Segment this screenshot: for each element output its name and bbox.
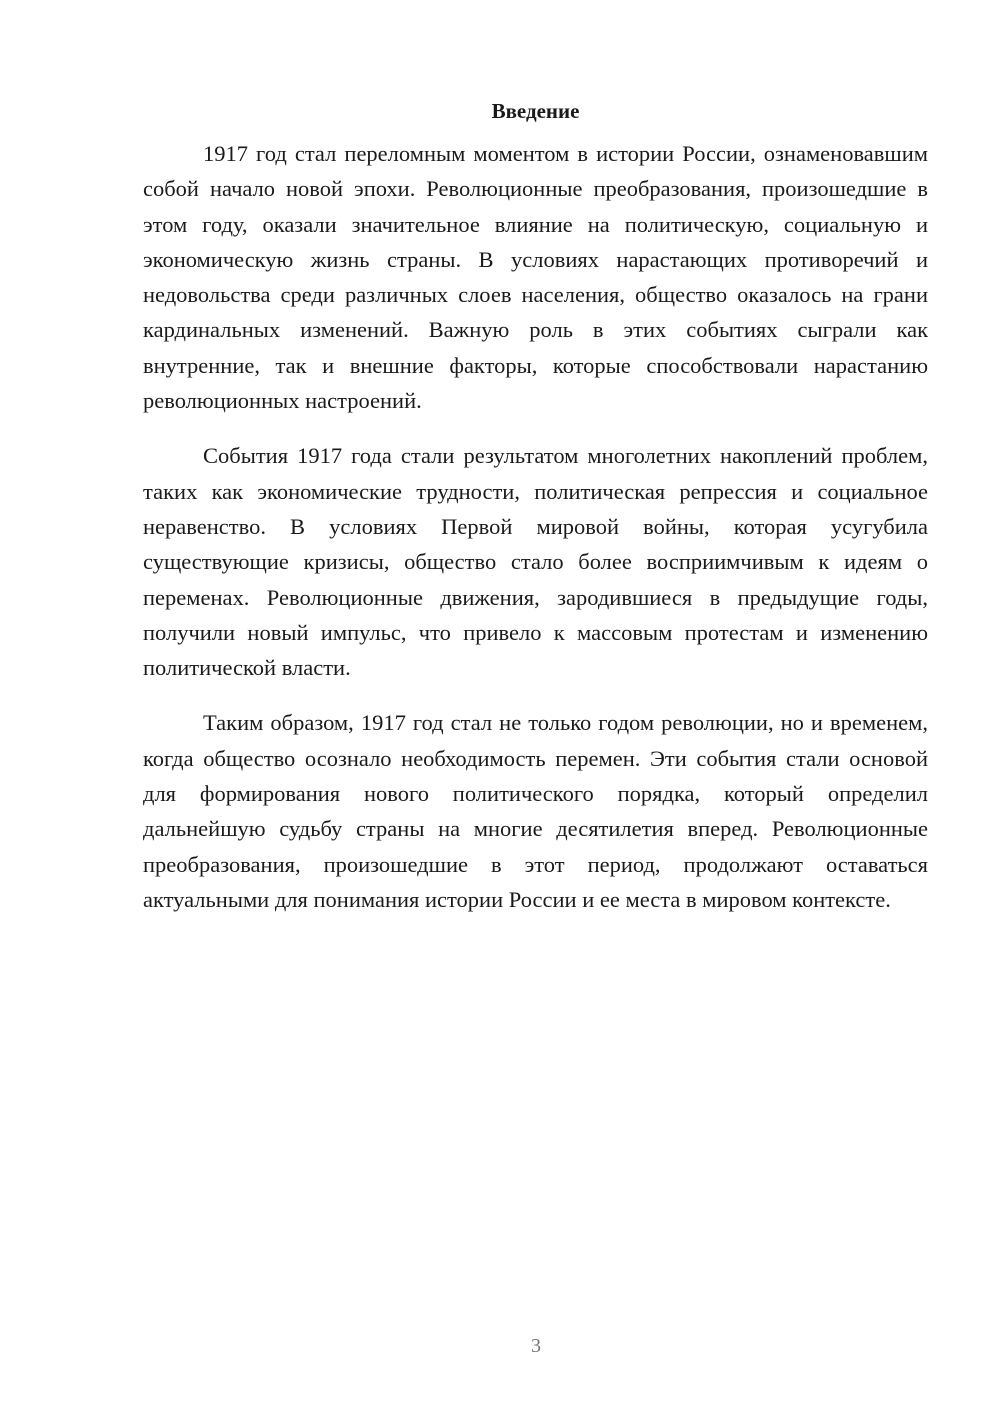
paragraph-2: События 1917 года стали результатом многолетних накоплений проблем, таких как экономические трудности, политическая репрессия и социальное неравенство. В условиях Первой мировой войны, которая усугубила существующие кризисы, общество стало более восприимчивым к идеям о переменах. Революционные движения, зародившиеся в предыдущие годы, получили новый импульс, что привело к массовым протестам и изменению политической власти. bbox=[143, 443, 928, 681]
page-number: 3 bbox=[531, 1335, 541, 1357]
paragraph-1: 1917 год стал переломным моментом в истории России, ознаменовавшим собой начало новой эпохи. Революционные преобразования, произошедшие в этом году, оказали значительное влияние на политическую, социальную и экономическую жизнь страны. В условиях нарастающих противоречий и недовольства среди различных слоев населения, общество оказалось на грани кардинальных изменений. Важную роль в этих событиях сыграли как внутренние, так и внешние факторы, которые способствовали нарастанию революционных настроений. bbox=[143, 141, 928, 414]
section-heading: Введение bbox=[491, 99, 580, 123]
paragraph-3: Таким образом, 1917 год стал не только годом революции, но и временем, когда общество осознало необходимость перемен. Эти события стали основой для формирования нового политического порядка, который определил дальнейшую судьбу страны на многие десятилетия вперед. Революционные преобразования, произошедшие в этот период, продолжают оставаться актуальными для понимания истории России и ее места в мировом контексте. bbox=[143, 710, 928, 912]
page-body bbox=[143, 96, 928, 917]
